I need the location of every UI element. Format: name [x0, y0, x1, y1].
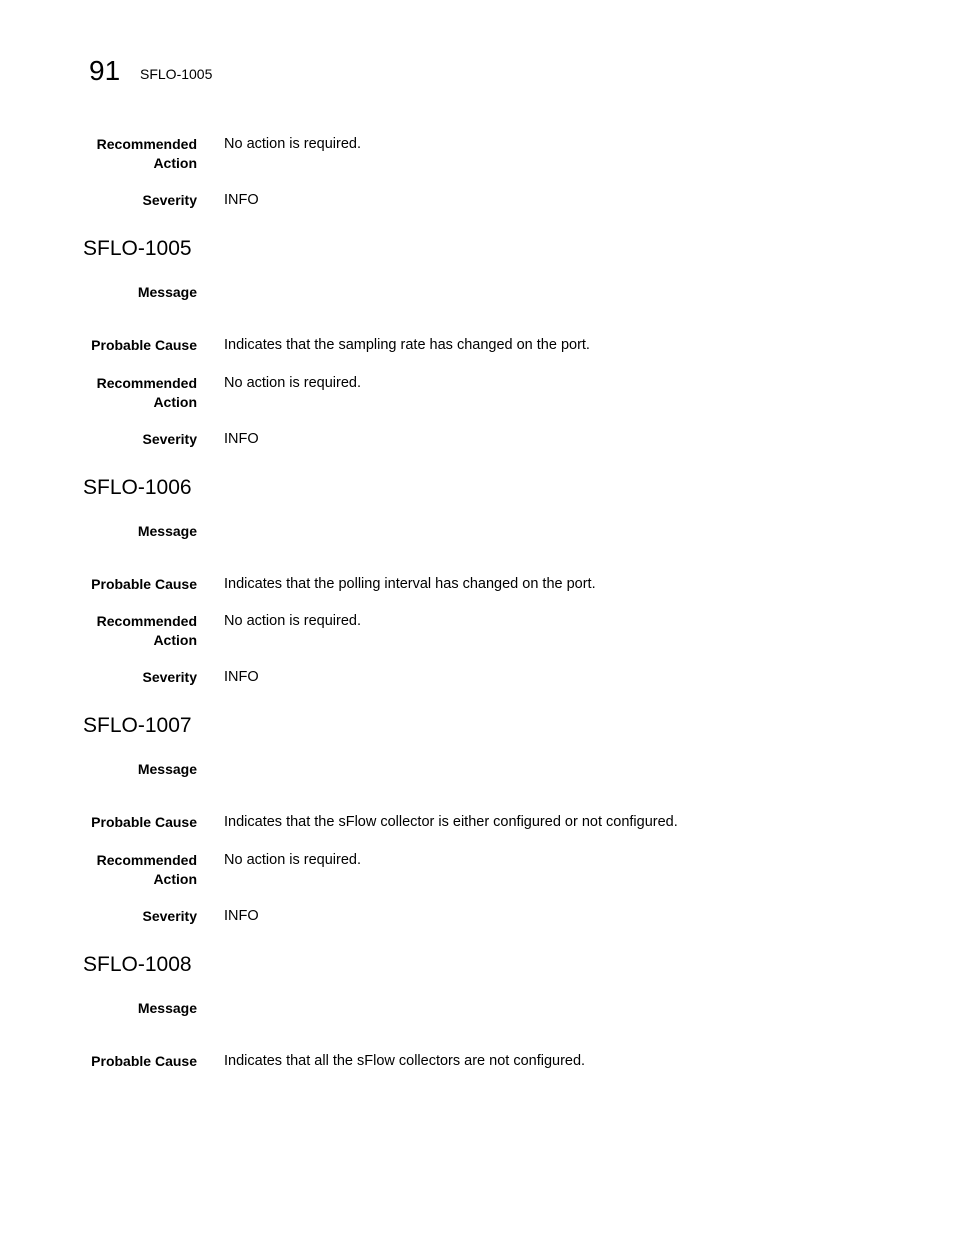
- probable-cause-value: Indicates that the polling interval has changed on the port.: [224, 576, 596, 592]
- probable-cause-value: Indicates that all the sFlow collectors are not configured.: [224, 1053, 586, 1069]
- recommended-action-value: No action is required.: [224, 852, 362, 868]
- message-label: Message: [137, 523, 197, 539]
- section-title: SFLO-1005: [83, 237, 192, 260]
- recommended-action-label: Recommended Action: [96, 136, 197, 171]
- recommended-action-value: No action is required.: [224, 375, 362, 391]
- severity-label: Severity: [142, 669, 197, 685]
- severity-value: INFO: [224, 908, 259, 924]
- recommended-action-label: Recommended Action: [96, 375, 197, 410]
- section-title: SFLO-1006: [83, 476, 192, 499]
- section-title: SFLO-1007: [83, 714, 192, 737]
- message-label: Message: [137, 1000, 197, 1016]
- recommended-action-value: No action is required.: [224, 613, 362, 629]
- message-label: Message: [137, 284, 197, 300]
- severity-label: Severity: [142, 431, 197, 447]
- recommended-action-label: Recommended Action: [96, 852, 197, 887]
- severity-label: Severity: [142, 908, 197, 924]
- section-title: SFLO-1008: [83, 953, 192, 976]
- severity-value: INFO: [224, 431, 259, 447]
- chapter-reference: SFLO-1005: [140, 66, 213, 82]
- probable-cause-label: Probable Cause: [91, 576, 197, 592]
- severity-value: INFO: [224, 192, 259, 208]
- probable-cause-value: Indicates that the sFlow collector is either configured or not configured.: [224, 814, 678, 830]
- message-label: Message: [137, 761, 197, 777]
- severity-value: INFO: [224, 669, 259, 685]
- probable-cause-label: Probable Cause: [91, 1053, 197, 1069]
- recommended-action-label: Recommended Action: [96, 613, 197, 648]
- recommended-action-value: No action is required.: [224, 136, 362, 152]
- chapter-number: 91: [89, 55, 121, 86]
- probable-cause-value: Indicates that the sampling rate has changed on the port.: [224, 337, 590, 353]
- severity-label: Severity: [142, 192, 197, 208]
- probable-cause-label: Probable Cause: [91, 337, 197, 353]
- probable-cause-label: Probable Cause: [91, 814, 197, 830]
